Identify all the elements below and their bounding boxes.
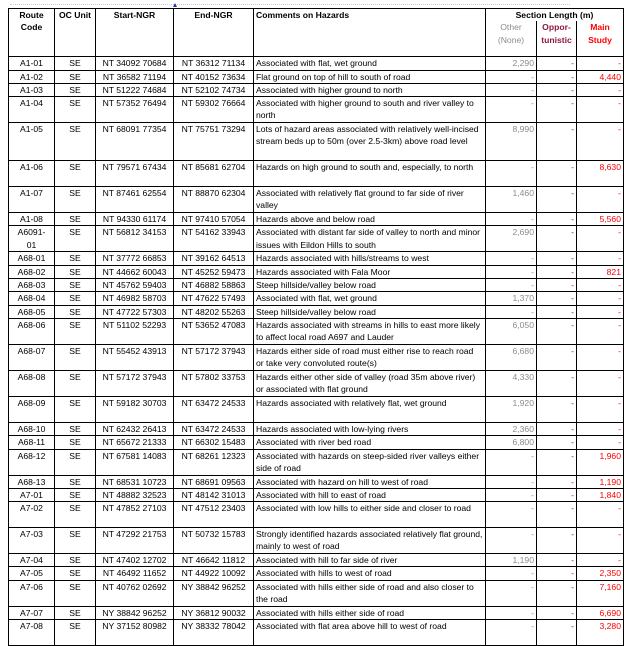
route-code-cell: A7-02 — [9, 502, 55, 528]
comment-cell: Associated with higher ground to north — [254, 83, 486, 96]
route-code-cell: A68-05 — [9, 305, 55, 318]
header-route-code: Route Code — [9, 9, 55, 57]
end-ngr-cell: NT 36312 71134 — [174, 57, 254, 70]
oc-unit-cell: SE — [55, 161, 96, 187]
comment-cell: Associated with hills either side of road and also closer to the road — [254, 580, 486, 606]
opportunistic-length-cell: - — [537, 70, 577, 83]
main-study-length-cell: - — [577, 83, 624, 96]
main-study-length-cell: 8,630 — [577, 161, 624, 187]
other-length-cell: - — [486, 620, 537, 646]
table-row — [9, 436, 624, 449]
end-ngr-cell: NT 75751 73294 — [174, 123, 254, 161]
start-ngr-cell: NT 47852 27103 — [96, 502, 174, 528]
opportunistic-length-cell: - — [537, 213, 577, 226]
opportunistic-length-cell: - — [537, 436, 577, 449]
start-ngr-cell: NT 47722 57303 — [96, 305, 174, 318]
comment-cell: Associated with flat area above hill to west of road — [254, 620, 486, 646]
main-study-length-cell: - — [577, 57, 624, 70]
opportunistic-length-cell: - — [537, 449, 577, 475]
route-code-cell: A7-06 — [9, 580, 55, 606]
table-row — [9, 449, 624, 475]
end-ngr-cell: NT 46882 58863 — [174, 279, 254, 292]
comment-cell: Hazards associated with hills/streams to west — [254, 252, 486, 265]
start-ngr-cell: NT 51102 52293 — [96, 318, 174, 344]
other-length-cell: 2,690 — [486, 226, 537, 252]
main-study-length-cell: - — [577, 344, 624, 370]
table-row — [9, 318, 624, 344]
header-start-ngr: Start-NGR — [96, 9, 174, 57]
table-row — [9, 528, 624, 554]
end-ngr-cell: NT 57802 33753 — [174, 370, 254, 396]
main-study-length-cell: - — [577, 422, 624, 435]
comment-cell: Associated with hills either side of road — [254, 606, 486, 619]
oc-unit-cell: SE — [55, 554, 96, 567]
opportunistic-length-cell: - — [537, 580, 577, 606]
end-ngr-cell: NT 68261 12323 — [174, 449, 254, 475]
other-length-cell: - — [486, 567, 537, 580]
other-length-cell: - — [486, 305, 537, 318]
opportunistic-length-cell: - — [537, 318, 577, 344]
main-study-length-cell: - — [577, 252, 624, 265]
opportunistic-length-cell: - — [537, 567, 577, 580]
opportunistic-length-cell: - — [537, 292, 577, 305]
oc-unit-cell: SE — [55, 396, 96, 422]
end-ngr-cell: NT 63472 24533 — [174, 422, 254, 435]
table-row — [9, 502, 624, 528]
route-code-cell: A68-06 — [9, 318, 55, 344]
route-code-cell: A68-10 — [9, 422, 55, 435]
main-study-length-cell: 5,560 — [577, 213, 624, 226]
other-length-cell: - — [486, 475, 537, 488]
other-length-cell: - — [486, 502, 537, 528]
route-code-cell: A7-04 — [9, 554, 55, 567]
end-ngr-cell: NT 39162 64513 — [174, 252, 254, 265]
start-ngr-cell: NT 44662 60043 — [96, 265, 174, 278]
other-length-cell: 2,360 — [486, 422, 537, 435]
main-study-length-cell: - — [577, 279, 624, 292]
other-length-cell: - — [486, 97, 537, 123]
route-code-cell: A1-07 — [9, 187, 55, 213]
comment-cell: Associated with river bed road — [254, 436, 486, 449]
opportunistic-length-cell: - — [537, 305, 577, 318]
start-ngr-cell: NT 56812 34153 — [96, 226, 174, 252]
oc-unit-cell: SE — [55, 57, 96, 70]
table-row — [9, 97, 624, 123]
oc-unit-cell: SE — [55, 422, 96, 435]
route-code-cell: A68-04 — [9, 292, 55, 305]
route-code-cell: A68-01 — [9, 252, 55, 265]
opportunistic-length-cell: - — [537, 422, 577, 435]
table-row — [9, 213, 624, 226]
table-row — [9, 422, 624, 435]
other-length-cell: - — [486, 580, 537, 606]
table-row — [9, 488, 624, 501]
comment-cell: Associated with flat, wet ground — [254, 57, 486, 70]
oc-unit-cell: SE — [55, 318, 96, 344]
other-length-cell: - — [486, 252, 537, 265]
route-code-cell: A68-03 — [9, 279, 55, 292]
oc-unit-cell: SE — [55, 252, 96, 265]
start-ngr-cell: NT 68091 77354 — [96, 123, 174, 161]
end-ngr-cell: NT 47512 23403 — [174, 502, 254, 528]
comment-cell: Associated with distant far side of valley to north and minor issues with Eildon Hills to south — [254, 226, 486, 252]
main-study-length-cell: 1,840 — [577, 488, 624, 501]
end-ngr-cell: NT 40152 73634 — [174, 70, 254, 83]
other-length-cell: - — [486, 265, 537, 278]
other-length-cell: - — [486, 606, 537, 619]
start-ngr-cell: NT 55452 43913 — [96, 344, 174, 370]
start-ngr-cell: NY 37152 80982 — [96, 620, 174, 646]
opportunistic-length-cell: - — [537, 475, 577, 488]
opportunistic-length-cell: - — [537, 57, 577, 70]
comment-cell: Hazards above and below road — [254, 213, 486, 226]
oc-unit-cell: SE — [55, 580, 96, 606]
end-ngr-cell: NT 66302 15483 — [174, 436, 254, 449]
start-ngr-cell: NT 57172 37943 — [96, 370, 174, 396]
table-row — [9, 123, 624, 161]
main-study-length-cell: - — [577, 318, 624, 344]
header-section-length: Section Length (m) — [486, 9, 624, 22]
hazard-sections-table — [8, 8, 624, 646]
oc-unit-cell: SE — [55, 279, 96, 292]
oc-unit-cell: SE — [55, 97, 96, 123]
opportunistic-length-cell: - — [537, 502, 577, 528]
end-ngr-cell: NT 45252 59473 — [174, 265, 254, 278]
oc-unit-cell: SE — [55, 436, 96, 449]
comment-cell: Hazards associated with relatively flat, wet ground — [254, 396, 486, 422]
other-length-cell: - — [486, 161, 537, 187]
other-length-cell: 1,370 — [486, 292, 537, 305]
comment-cell: Hazards on high ground to south and, especially, to north — [254, 161, 486, 187]
end-ngr-cell: NT 53652 47083 — [174, 318, 254, 344]
route-code-cell: A68-02 — [9, 265, 55, 278]
comment-cell: Hazards either side of road must either rise to reach road or take very convoluted route(s) — [254, 344, 486, 370]
opportunistic-length-cell: - — [537, 97, 577, 123]
main-study-length-cell: 1,960 — [577, 449, 624, 475]
start-ngr-cell: NT 46492 11652 — [96, 567, 174, 580]
opportunistic-length-cell: - — [537, 187, 577, 213]
table-row — [9, 567, 624, 580]
main-study-length-cell: 821 — [577, 265, 624, 278]
route-code-cell: A7-01 — [9, 488, 55, 501]
oc-unit-cell: SE — [55, 502, 96, 528]
start-ngr-cell: NT 40762 02692 — [96, 580, 174, 606]
end-ngr-cell: NT 88870 62304 — [174, 187, 254, 213]
opportunistic-length-cell: - — [537, 554, 577, 567]
other-length-cell: 1,460 — [486, 187, 537, 213]
start-ngr-cell: NT 65672 21333 — [96, 436, 174, 449]
table-row — [9, 305, 624, 318]
oc-unit-cell: SE — [55, 265, 96, 278]
main-study-length-cell: - — [577, 305, 624, 318]
table-row — [9, 279, 624, 292]
route-code-cell: A1-01 — [9, 57, 55, 70]
main-study-length-cell: 7,160 — [577, 580, 624, 606]
main-study-length-cell: - — [577, 554, 624, 567]
main-study-length-cell: - — [577, 226, 624, 252]
main-study-length-cell: - — [577, 187, 624, 213]
other-length-cell: - — [486, 213, 537, 226]
comment-cell: Flat ground on top of hill to south of road — [254, 70, 486, 83]
main-study-length-cell: - — [577, 292, 624, 305]
opportunistic-length-cell: - — [537, 620, 577, 646]
oc-unit-cell: SE — [55, 226, 96, 252]
route-code-cell: A7-07 — [9, 606, 55, 619]
end-ngr-cell: NT 85681 62704 — [174, 161, 254, 187]
oc-unit-cell: SE — [55, 305, 96, 318]
comment-cell: Hazards associated with Fala Moor — [254, 265, 486, 278]
end-ngr-cell: NY 38842 96252 — [174, 580, 254, 606]
main-study-length-cell: - — [577, 97, 624, 123]
other-length-cell: 2,290 — [486, 57, 537, 70]
table-row — [9, 344, 624, 370]
route-code-cell: A1-05 — [9, 123, 55, 161]
other-length-cell: 6,800 — [486, 436, 537, 449]
comment-cell: Associated with hill to far side of river — [254, 554, 486, 567]
comment-cell: Associated with higher ground to south and river valley to north — [254, 97, 486, 123]
end-ngr-cell: NT 47622 57493 — [174, 292, 254, 305]
comment-cell: Hazards associated with streams in hills to east more likely to affect local road A697 and Lauder — [254, 318, 486, 344]
opportunistic-length-cell: - — [537, 528, 577, 554]
oc-unit-cell: SE — [55, 567, 96, 580]
end-ngr-cell: NT 50732 15783 — [174, 528, 254, 554]
header-oc-unit: OC Unit — [55, 9, 96, 57]
main-study-length-cell: - — [577, 528, 624, 554]
main-study-length-cell: - — [577, 436, 624, 449]
start-ngr-cell: NT 48882 32523 — [96, 488, 174, 501]
opportunistic-length-cell: - — [537, 370, 577, 396]
route-code-cell: A7-03 — [9, 528, 55, 554]
end-ngr-cell: NT 48202 55263 — [174, 305, 254, 318]
end-ngr-cell: NT 46642 11812 — [174, 554, 254, 567]
route-code-cell: A6091- 01 — [9, 226, 55, 252]
comment-cell: Associated with flat, wet ground — [254, 292, 486, 305]
other-length-cell: - — [486, 488, 537, 501]
start-ngr-cell: NT 47402 12702 — [96, 554, 174, 567]
comment-cell: Associated with hazards on steep-sided river valleys either side of road — [254, 449, 486, 475]
end-ngr-cell: NY 38332 78042 — [174, 620, 254, 646]
table-row — [9, 396, 624, 422]
comment-cell: Associated with relatively flat ground to far side of river valley — [254, 187, 486, 213]
end-ngr-cell: NT 63472 24533 — [174, 396, 254, 422]
route-code-cell: A7-05 — [9, 567, 55, 580]
header-opportunistic: Oppor- tunistic — [537, 21, 577, 57]
table-row — [9, 70, 624, 83]
route-code-cell: A68-11 — [9, 436, 55, 449]
start-ngr-cell: NT 51222 74684 — [96, 83, 174, 96]
route-code-cell: A1-06 — [9, 161, 55, 187]
start-ngr-cell: NT 34092 70684 — [96, 57, 174, 70]
route-code-cell: A1-04 — [9, 97, 55, 123]
table-row — [9, 620, 624, 646]
opportunistic-length-cell: - — [537, 83, 577, 96]
oc-unit-cell: SE — [55, 528, 96, 554]
table-row — [9, 475, 624, 488]
oc-unit-cell: SE — [55, 83, 96, 96]
other-length-cell: 1,190 — [486, 554, 537, 567]
comment-cell: Strongly identified hazards associated relatively flat ground, mainly to west of road — [254, 528, 486, 554]
other-length-cell: 8,990 — [486, 123, 537, 161]
comment-cell: Associated with hazard on hill to west of road — [254, 475, 486, 488]
main-study-length-cell: - — [577, 502, 624, 528]
oc-unit-cell: SE — [55, 475, 96, 488]
comment-cell: Steep hillside/valley below road — [254, 305, 486, 318]
end-ngr-cell: NT 44922 10092 — [174, 567, 254, 580]
comment-cell: Associated with hill to east of road — [254, 488, 486, 501]
route-code-cell: A1-02 — [9, 70, 55, 83]
start-ngr-cell: NT 79571 67434 — [96, 161, 174, 187]
oc-unit-cell: SE — [55, 606, 96, 619]
route-code-cell: A1-08 — [9, 213, 55, 226]
table-row — [9, 554, 624, 567]
table-body — [9, 57, 624, 646]
main-study-length-cell: - — [577, 370, 624, 396]
table-row — [9, 292, 624, 305]
other-length-cell: 4,330 — [486, 370, 537, 396]
main-study-length-cell: 2,350 — [577, 567, 624, 580]
end-ngr-cell: NT 59302 76664 — [174, 97, 254, 123]
other-length-cell: - — [486, 528, 537, 554]
table-row — [9, 57, 624, 70]
table-row — [9, 161, 624, 187]
oc-unit-cell: SE — [55, 488, 96, 501]
oc-unit-cell: SE — [55, 449, 96, 475]
table-row — [9, 580, 624, 606]
opportunistic-length-cell: - — [537, 123, 577, 161]
oc-unit-cell: SE — [55, 70, 96, 83]
opportunistic-length-cell: - — [537, 279, 577, 292]
opportunistic-length-cell: - — [537, 265, 577, 278]
opportunistic-length-cell: - — [537, 226, 577, 252]
route-code-cell: A68-13 — [9, 475, 55, 488]
table-row — [9, 252, 624, 265]
route-code-cell: A68-08 — [9, 370, 55, 396]
opportunistic-length-cell: - — [537, 488, 577, 501]
header-end-ngr: End-NGR — [174, 9, 254, 57]
main-study-length-cell: 3,280 — [577, 620, 624, 646]
oc-unit-cell: SE — [55, 187, 96, 213]
start-ngr-cell: NT 36582 71194 — [96, 70, 174, 83]
main-study-length-cell: 4,440 — [577, 70, 624, 83]
oc-unit-cell: SE — [55, 370, 96, 396]
start-ngr-cell: NY 38842 96252 — [96, 606, 174, 619]
end-ngr-cell: NT 68691 09563 — [174, 475, 254, 488]
end-ngr-cell: NT 54162 33943 — [174, 226, 254, 252]
main-study-length-cell: 6,690 — [577, 606, 624, 619]
end-ngr-cell: NY 36812 90032 — [174, 606, 254, 619]
start-ngr-cell: NT 45762 59403 — [96, 279, 174, 292]
start-ngr-cell: NT 62432 26413 — [96, 422, 174, 435]
header-comments: Comments on Hazards — [254, 9, 486, 57]
header-main-study: Main Study — [577, 21, 624, 57]
route-code-cell: A68-07 — [9, 344, 55, 370]
table-row — [9, 226, 624, 252]
opportunistic-length-cell: - — [537, 161, 577, 187]
oc-unit-cell: SE — [55, 620, 96, 646]
route-code-cell: A7-08 — [9, 620, 55, 646]
start-ngr-cell: NT 67581 14083 — [96, 449, 174, 475]
start-ngr-cell: NT 68531 10723 — [96, 475, 174, 488]
table-row — [9, 83, 624, 96]
other-length-cell: - — [486, 279, 537, 292]
header-row — [9, 9, 624, 22]
opportunistic-length-cell: - — [537, 252, 577, 265]
start-ngr-cell: NT 59182 30703 — [96, 396, 174, 422]
oc-unit-cell: SE — [55, 292, 96, 305]
opportunistic-length-cell: - — [537, 606, 577, 619]
comment-cell: Hazards associated with low-lying rivers — [254, 422, 486, 435]
route-code-cell: A1-03 — [9, 83, 55, 96]
start-ngr-cell: NT 46982 58703 — [96, 292, 174, 305]
comment-cell: Hazards either other side of valley (road 35m above river) or associated with flat ground — [254, 370, 486, 396]
other-length-cell: 6,050 — [486, 318, 537, 344]
comment-cell: Associated with hills to west of road — [254, 567, 486, 580]
other-length-cell: 1,920 — [486, 396, 537, 422]
start-ngr-cell: NT 47292 21753 — [96, 528, 174, 554]
start-ngr-cell: NT 94330 61174 — [96, 213, 174, 226]
table-row — [9, 606, 624, 619]
oc-unit-cell: SE — [55, 213, 96, 226]
table-row — [9, 370, 624, 396]
other-length-cell: - — [486, 449, 537, 475]
comment-cell: Associated with low hills to either side and closer to road — [254, 502, 486, 528]
comment-cell: Lots of hazard areas associated with relatively well-incised stream beds up to 50m (over 2.5-3km) above road level — [254, 123, 486, 161]
other-length-cell: 6,680 — [486, 344, 537, 370]
end-ngr-cell: NT 57172 37943 — [174, 344, 254, 370]
start-ngr-cell: NT 57352 76494 — [96, 97, 174, 123]
opportunistic-length-cell: - — [537, 396, 577, 422]
route-code-cell: A68-12 — [9, 449, 55, 475]
end-ngr-cell: NT 97410 57054 — [174, 213, 254, 226]
main-study-length-cell: - — [577, 123, 624, 161]
page-guide-line — [10, 4, 570, 6]
start-ngr-cell: NT 37772 66853 — [96, 252, 174, 265]
oc-unit-cell: SE — [55, 123, 96, 161]
opportunistic-length-cell: - — [537, 344, 577, 370]
start-ngr-cell: NT 87461 62554 — [96, 187, 174, 213]
oc-unit-cell: SE — [55, 344, 96, 370]
table-row — [9, 265, 624, 278]
comment-cell: Steep hillside/valley below road — [254, 279, 486, 292]
other-length-cell: - — [486, 83, 537, 96]
table-row — [9, 187, 624, 213]
column-marker-icon — [173, 3, 177, 7]
header-other-none: Other (None) — [486, 21, 537, 57]
end-ngr-cell: NT 48142 31013 — [174, 488, 254, 501]
route-code-cell: A68-09 — [9, 396, 55, 422]
other-length-cell: - — [486, 70, 537, 83]
main-study-length-cell: - — [577, 396, 624, 422]
main-study-length-cell: 1,190 — [577, 475, 624, 488]
end-ngr-cell: NT 52102 74734 — [174, 83, 254, 96]
